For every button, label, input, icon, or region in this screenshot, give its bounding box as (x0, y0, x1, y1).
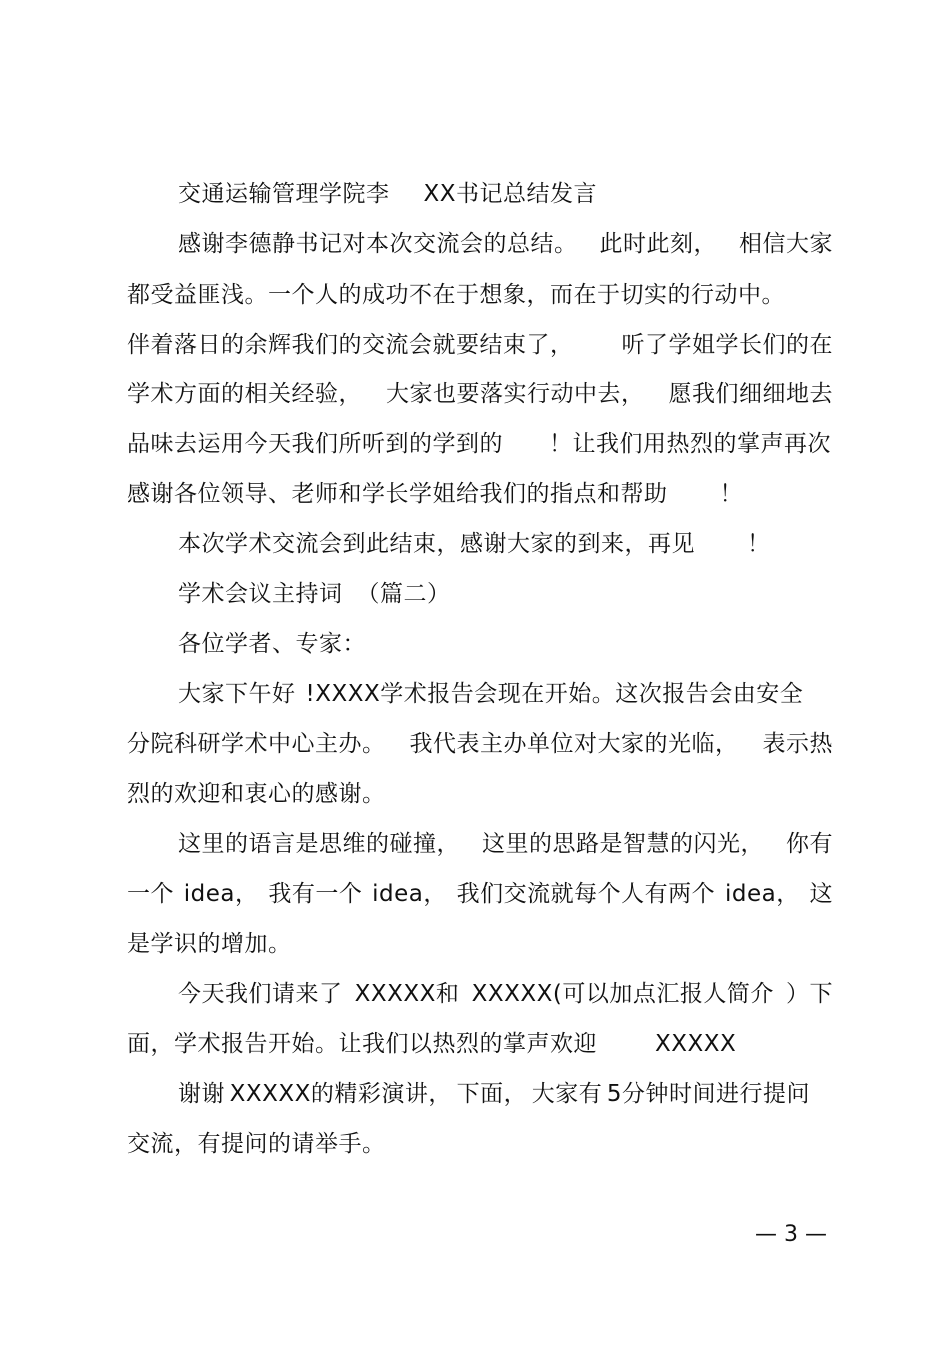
salutation: 各位学者、专家： (178, 631, 366, 657)
paragraph-line: 学术方面的相关经验， 大家也要落实行动中去， 愿我们细细地去 (127, 381, 833, 407)
paragraph-line: 品味去运用今天我们所听到的学到的 ！让我们用热烈的掌声再次 (127, 431, 831, 457)
paragraph-line: 交流，有提问的请举手。 (127, 1131, 386, 1157)
paragraph-line: 感谢李德静书记对本次交流会的总结。 此时此刻， 相信大家 (178, 231, 833, 257)
paragraph-line: 大家下午好 !XXXX学术报告会现在开始。这次报告会由安全 (178, 681, 804, 707)
paragraph-line: 烈的欢迎和衷心的感谢。 (127, 781, 386, 807)
paragraph-line: 是学识的增加。 (127, 931, 292, 957)
paragraph-line: 伴着落日的余辉我们的交流会就要结束了， 听了学姐学长们的在 (127, 332, 833, 358)
paragraph-line: 交通运输管理学院李 XX书记总结发言 (178, 181, 598, 207)
paragraph-line: 分院科研学术中心主办。 我代表主办单位对大家的光临， 表示热 (127, 731, 833, 757)
paragraph-line: 感谢各位领导、老师和学长学姐给我们的指点和帮助 ！ (127, 481, 743, 507)
paragraph-line: 本次学术交流会到此结束，感谢大家的到来，再见 ！ (178, 531, 771, 557)
paragraph-line: 这里的语言是思维的碰撞， 这里的思路是智慧的闪光， 你有 (178, 831, 833, 857)
paragraph-line: 面，学术报告开始。让我们以热烈的掌声欢迎 XXXXX (127, 1031, 737, 1057)
page-number: — 3 — (755, 1222, 827, 1247)
paragraph-line: 今天我们请来了 XXXXX和 XXXXX(可以加点汇报人简介 ）下 (178, 981, 833, 1007)
paragraph-line: 一个 idea， 我有一个 idea， 我们交流就每个人有两个 idea， 这 (127, 881, 833, 907)
section-heading: 学术会议主持词 （篇二） (178, 581, 451, 607)
paragraph-line: 都受益匪浅。一个人的成功不在于想象，而在于切实的行动中。 (127, 282, 785, 308)
paragraph-line: 谢谢 XXXXX的精彩演讲， 下面， 大家有 5分钟时间进行提问 (178, 1081, 810, 1107)
